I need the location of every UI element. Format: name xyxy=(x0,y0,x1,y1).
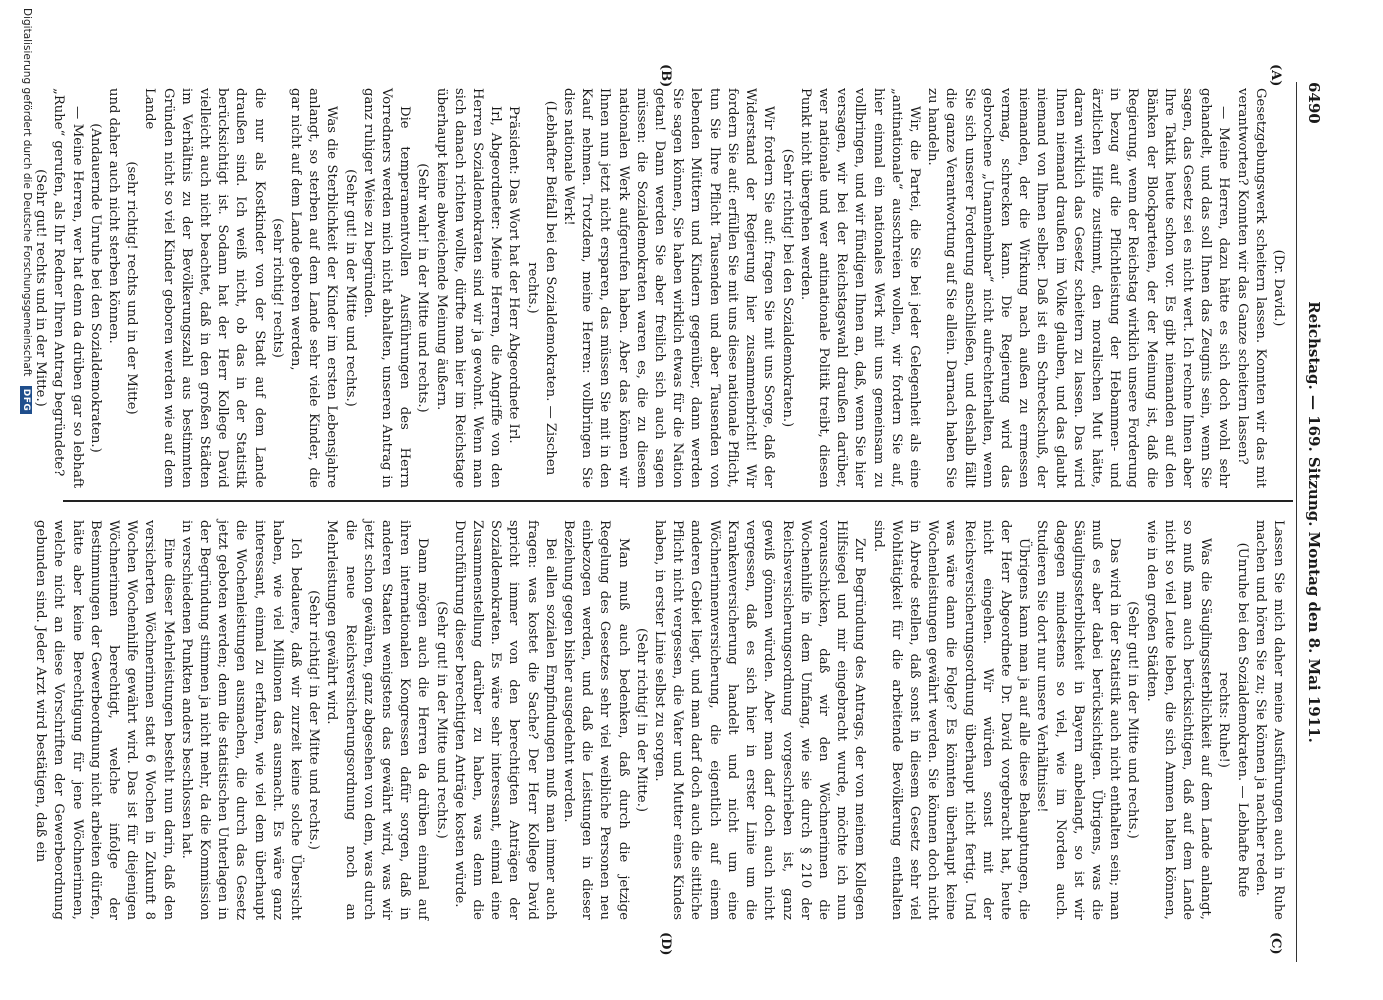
left-paragraph: Gesetzgebungswerk scheitern lassen. Konnten wir das mit verantworten? Konnten wir das Ganze scheitern lassen? xyxy=(1234,88,1268,488)
right-paragraph: (Sehr richtig! in der Mitte und rechts.) xyxy=(306,590,322,850)
right-paragraph: Lassen Sie mich daher meine Ausführungen auch in Ruhe machen und hören Sie zu; Sie können ja nachher reden. xyxy=(1252,520,1286,920)
dfg-logo: DFG xyxy=(20,386,32,415)
page-header xyxy=(1296,82,1323,962)
left-paragraph: die nur als Kostkinder von der Stadt auf dem Lande draußen sind. Ich weiß nicht, ob das in der Statistik berücksichtigt ist. Sodann hat der Herr Kollege David vielleicht auch nicht beachtet, daß in den großen Städten im Verhältnis zu der Bevölkerungszahl aus bestimmten Gründen nicht so viel Kinder geboren werden wie auf dem Lande xyxy=(142,88,267,488)
column-divider xyxy=(63,500,1293,502)
left-column xyxy=(33,88,1287,488)
margin-mark-b: (B) xyxy=(658,64,673,88)
right-paragraph: Zur Begründung des Antrags, der von meinem Kollegen Hilfsiegel und mir eingebracht wurde, möchte ich nun vorausschicken, daß wir den Wöchnerinnen die Wochenhilfe in dem Umfang, wie sie durch § 210 der Reichsversicherungsordnung vorgeschrieben ist, ganz gewiß gönnen würden. Aber man darf doch auch nicht vergessen, daß es sich hier in erster Linie um die Krankenversicherung handelt und nicht um eine Wöchnerinnenversicherung, die eigentlich auf einem anderen Gebiet liegt, und man darf doch auch die sittliche Pflicht nicht vergessen, die Vater und Mutter eines Kindes haben, in erster Linie selbst zu sorgen. xyxy=(652,520,868,920)
right-paragraph: Ich bedauere, daß wir zurzeit keine solche Übersicht haben, wie viel Millionen das ausmacht. Es wäre ganz interessant, einmal zu erfahren, wie viel dem überhaupt die Wochenleistungen ausmachen, die durch das Gesetz jetzt geboten werden; denn die statistischen Unterlagen in der Begründung stimmen ja nicht mehr, da die Kommission in verschiedenen Punkten anders beschlossen hat. xyxy=(178,520,304,920)
left-paragraph: Wir, die Partei, die Sie bei jeder Gelegenheit als eine „antinationale“ ausschreien wollen, wir fordern Sie auf, hier einmal ein nationales Werk mit uns gemeinsam zu vollbringen, und wir fündigen Ihnen an, daß, wenn Sie hier versagen, wir bei der Reichstagswahl draußen darüber, wer nationale und wer antinationale Politik treibt, diesen Punkt nicht übergehen werden. xyxy=(797,88,922,488)
left-paragraph: (Sehr wahr! in der Mitte und rechts.) xyxy=(415,163,431,413)
left-paragraph: (Andauernde Unruhe bei den Sozialdemokraten.) xyxy=(87,123,103,453)
right-paragraph: Dann mögen auch die Herren da drüben einmal auf ihren internationalen Kongressen dafür sorgen, daß in anderen Staaten wenigstens das gewährt wird, was wir jetzt schon gewähren, ganz abgesehen von dem, was durch die neue Reichsversicherungsordnung noch an Mehrleistungen gewährt wird. xyxy=(324,520,431,920)
credit-text: Digitalisierung gefördert durch die Deutsche Forschungsgemeinschaft xyxy=(21,8,33,377)
margin-mark-d: (D) xyxy=(658,932,673,956)
left-paragraph: Was die Sterblichkeit der Kinder im ersten Lebensjahre anlangt, so sterben auf dem Lande sehr viele Kinder, die gar nicht auf dem Lande geboren werden, xyxy=(288,88,340,488)
left-paragraph: Wir fordern Sie auf: fragen Sie mit uns Sorge, daß der Widerstand der Regierung hier zusammenbricht! Wir fordern Sie auf: erfüllen Sie mit uns diese nationale Pflicht, tun Sie Ihre Pflicht Tausenden und aber Tausenden von lebenden Müttern und Kindern gegenüber, dann werden Sie sagen können, Sie haben wirklich etwas für die Nation getan! Dann werden Sie aber freilich sich auch sagen müssen: die Sozialdemokraten waren es, die zu diesem nationalen Werk aufgerufen haben. Aber das können wir Ihnen nun jetzt nicht ersparen, das müssen Sie mit in den Kauf nehmen. Trotzdem, meine Herren: vollbringen Sie dies nationale Werk! xyxy=(561,88,777,488)
right-paragraph: (Unruhe bei den Sozialdemokraten. — Lebhafte Rufe rechts: Ruhe!) xyxy=(1216,542,1250,898)
right-paragraph: (Sehr richtig! in der Mitte.) xyxy=(633,628,649,812)
right-paragraph: Bei allen sozialen Empfindungen muß man immer auch fragen: was kostet die Sache? Der Herr Kollege David spricht immer von den berechtigten Anträgen der Sozialdemokraten. Es wäre sehr interessant, einmal eine Zusammenstellung darüber zu haben, was denn die Durchführung dieser berechtigten Anträge kosten würde. xyxy=(451,520,558,920)
right-paragraph: (Sehr gut! in der Mitte und rechts.) xyxy=(1125,601,1141,839)
right-column xyxy=(33,520,1287,920)
left-paragraph: (sehr richtig! rechts) xyxy=(269,218,285,358)
right-paragraph: Übrigens kann man ja auf alle diese Behauptungen, die der Herr Abgeordnete Dr. David vorgebracht hat, heute nicht eingehen. Wir würden sonst mit der Reichsversicherungsordnung überhaupt nicht fertig. Und was wäre dann die Folge? Es könnten überhaupt keine Wochenleistungen gewährt werden. Sie können doch nicht in Abrede stellen, daß sonst in diesem Gesetz sehr viel Wohltätigkeit für die arbeitende Bevölkerung enthalten sind. xyxy=(870,520,1032,920)
left-paragraph: (Sehr gut! rechts und in der Mitte.) xyxy=(33,169,49,407)
right-paragraph: Das wird in der Statistik auch nicht enthalten sein; man muß es aber dabei berücksichtigen. Übrigens, was die Säuglingssterblichkeit in Bayern anbelangt, so ist wir dagegen mindestens so viel, wie im Norden auch. Studieren Sie dort nur unsere Verhältnisse! xyxy=(1034,520,1123,920)
right-paragraph: (Sehr gut! in der Mitte und rechts.) xyxy=(433,601,449,839)
left-paragraph: und daher auch nicht sterben können. xyxy=(106,88,121,344)
left-paragraph: Die temperamentvollen Ausführungen des Herrn Vorredners werden mich nicht abhalten, unseren Antrag in ganz ruhiger Weise zu begründen. xyxy=(360,88,413,488)
left-paragraph: (Sehr richtig! bei den Sozialdemokraten.) xyxy=(779,148,795,428)
page-number: 6490 xyxy=(1305,82,1323,124)
left-paragraph: (Dr. David.) xyxy=(1271,249,1286,327)
margin-mark-c: (C) xyxy=(1268,932,1283,955)
digitization-credit xyxy=(20,8,33,998)
left-paragraph: (sehr richtig! rechts und in der Mitte) xyxy=(124,161,140,415)
right-paragraph: Man muß auch bedenken, daß durch die jetzige Regelung des Gesetzes sehr viel weibliche Personen neu einbezogen werden, und daß die Leistungen in dieser Beziehung gegen bisher ausgedehnt werden. xyxy=(561,520,631,920)
right-paragraph: Eine dieser Mehrleistungen besteht nun darin, daß den versicherten Wöchnerinnen statt 6 Wochen in Zukunft 8 Wochen Wochenhilfe gewährt wird. Das ist für diejenigen Wöchnerinnen berechtigt, welche infolge der Bestimmungen der Gewerbeordnung nicht arbeiten dürfen, hätte aber keine Berechtigung für jene Wöchnerinnen, welche nicht an diese Vorschriften der Gewerbeordnung gebunden sind. Jeder Arzt wird bestätigen, daß ein xyxy=(33,520,176,920)
margin-mark-a: (A) xyxy=(1268,64,1283,87)
right-paragraph: Was die Säuglingssterblichkeit auf dem Lande anlangt, so muß man auch berücksichtigen, daß auf dem Lande nicht so viel Leute leben, die sich Ammen halten können, wie in den großen Städten. xyxy=(1143,520,1214,920)
left-paragraph: (Lebhafter Beifall bei den Sozialdemokraten. — Zischen rechts.) xyxy=(524,100,558,476)
left-paragraph: — Meine Herren, dazu hätte es sich doch wohl sehr gehandelt, und das soll Ihnen das Zeugnis sein, wenn Sie sagen, das Gesetz sei es nicht wert. Ich rechne Ihnen aber Ihre Taktik heute schon vor. Es gibt niemanden auf den Bänken der Blockparteien, der der Meinung ist, daß die Regierung, wenn der Reichstag wirklich unsere Forderung in bezug auf die Pflichtleistung der Hebammen- und ärztlichen Hilfe zustimmt, den moralischen Mut hätte, daran wirklich das Gesetz scheitern zu lassen. Das wird Ihnen niemand draußen im Volke glauben, und das glaubt niemand von Ihnen selber. Daß ist ein Schreckschuß, der niemanden, der die Wirkung nach außen zu ermessen vermag, schrecken kann. Die Regierung wird das gebrochene „Unannehmbar“ nicht aufrechterhalten, wenn Sie sich unserer Forderung anschließen, und deshalb fällt die ganze Verantwortung auf Sie allein. Darnach haben Sie zu handeln. xyxy=(925,88,1232,488)
left-paragraph: (Sehr gut! in der Mitte und rechts.) xyxy=(342,169,358,407)
left-paragraph: — Meine Herren, wer hat denn da drüben gar so lebhaft „Ruhe“ gerufen, als Ihr Redner Ihren Antrag begründete? xyxy=(51,88,85,488)
left-paragraph: Irl, Abgeordneter: Meine Herren, die Angriffe von den Herren Sozialdemokraten sind wir ja gewohnt. Wenn man sich danach richten wollte, dürfte man hier im Reichstage überhaupt keine abweichende Meinung äußern. xyxy=(433,88,504,488)
running-head: Reichstag. — 169. Sitzung. Montag den 8. Mai 1911. xyxy=(1305,301,1323,743)
left-paragraph: Präsident: Das Wort hat der Herr Abgeordnete Irl. xyxy=(506,106,522,444)
